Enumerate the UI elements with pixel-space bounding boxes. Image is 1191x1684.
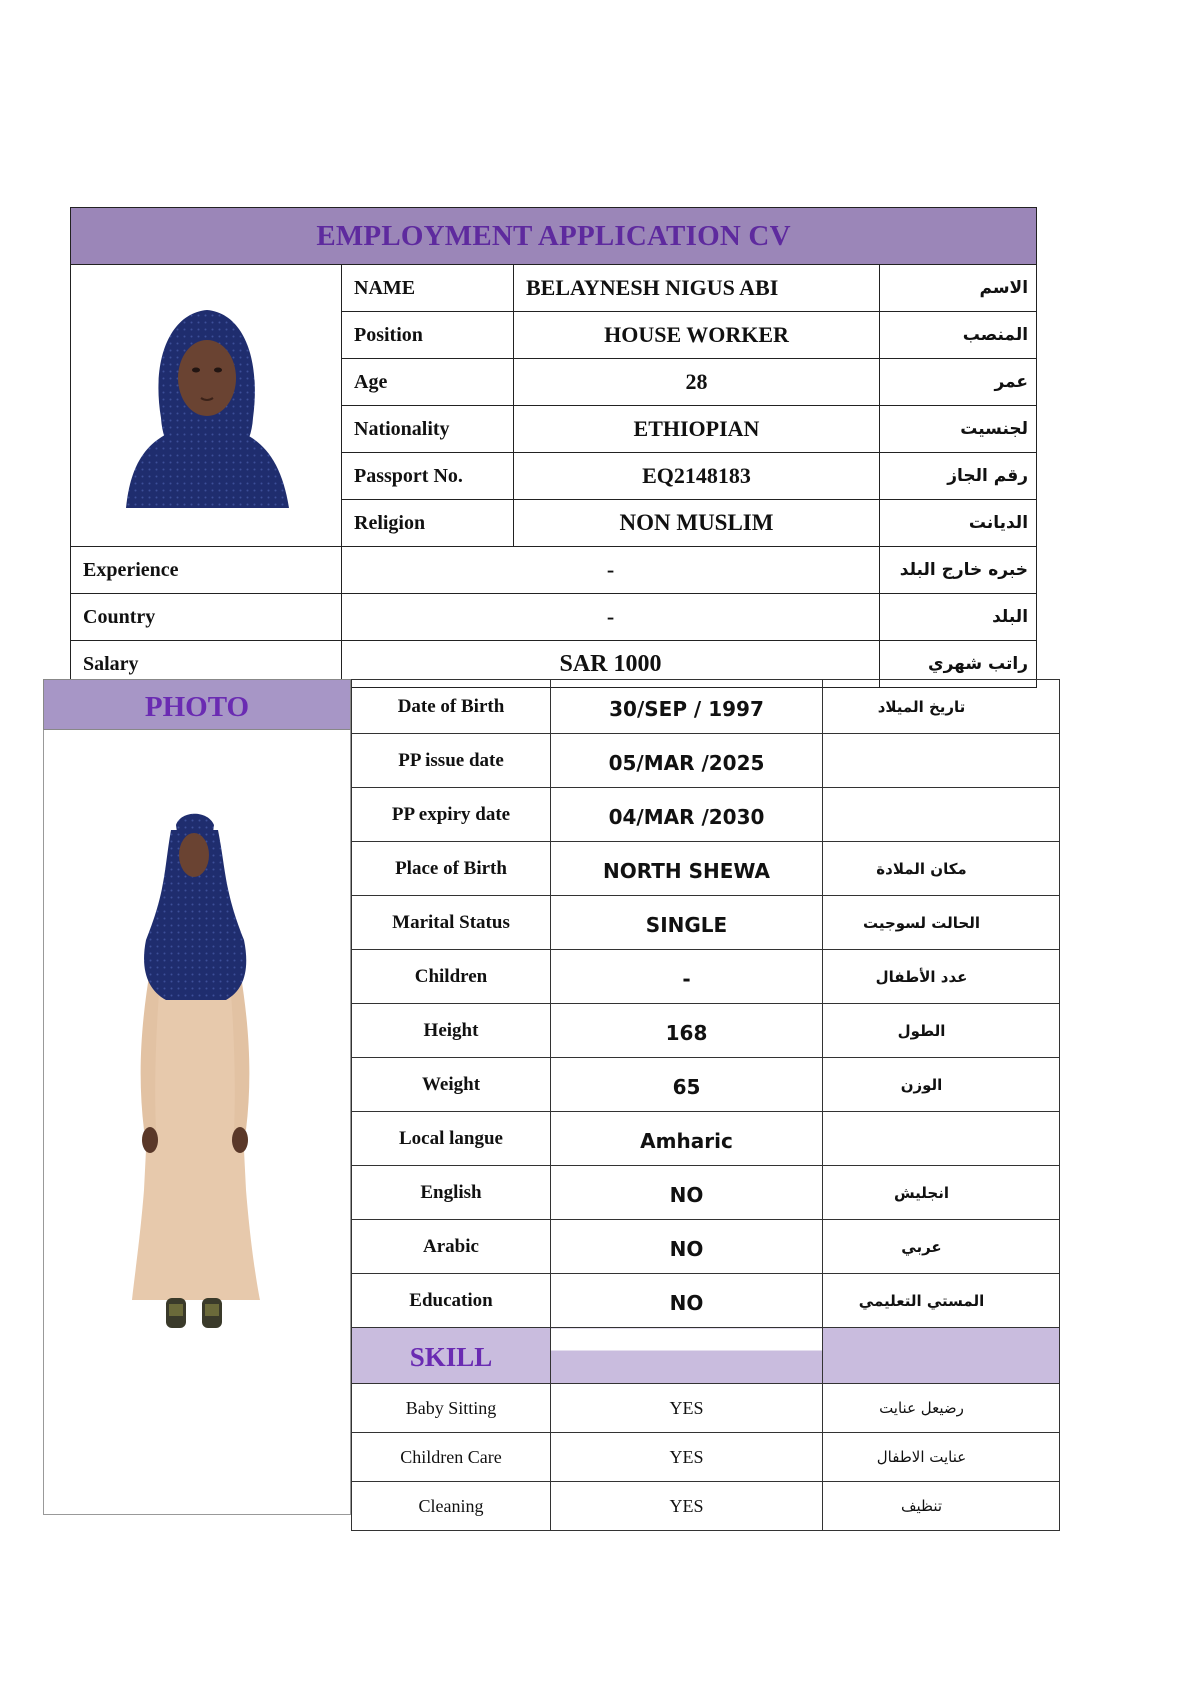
local-language-value: Amharic <box>551 1112 823 1166</box>
arabic-value: NO <box>551 1220 823 1274</box>
skill-header-mid <box>551 1328 823 1384</box>
skill-children-care-arabic: عنايت الاطفال <box>823 1433 1060 1482</box>
position-label: Position <box>342 312 514 359</box>
height-label: Height <box>352 1004 551 1058</box>
salary-value: SAR 1000 <box>342 641 880 688</box>
salary-label: Salary <box>71 641 342 688</box>
skill-children-care-value: YES <box>551 1433 823 1482</box>
local-language-label: Local langue <box>352 1112 551 1166</box>
skill-baby-sitting-value: YES <box>551 1384 823 1433</box>
full-photo-panel <box>43 679 351 1515</box>
marital-arabic: الحالت لسوجيت <box>823 896 1060 950</box>
cv-main-table <box>70 207 1037 688</box>
skill-baby-sitting-arabic: رضيعل عنايت <box>823 1384 1060 1433</box>
pp-expiry-arabic <box>823 788 1060 842</box>
experience-value: - <box>342 547 880 594</box>
pp-expiry-value: 04/MAR /2030 <box>551 788 823 842</box>
cv-title: EMPLOYMENT APPLICATION CV <box>71 208 1037 265</box>
experience-arabic: خبره خارج البلد <box>880 547 1037 594</box>
skill-header-right <box>823 1328 1060 1384</box>
passport-arabic: رقم الجاز <box>880 453 1037 500</box>
skill-cleaning-value: YES <box>551 1482 823 1531</box>
religion-arabic: الديانت <box>880 500 1037 547</box>
education-label: Education <box>352 1274 551 1328</box>
children-value: - <box>551 950 823 1004</box>
pp-expiry-label: PP expiry date <box>352 788 551 842</box>
education-arabic: المستي التعليمي <box>823 1274 1060 1328</box>
name-label: NAME <box>342 265 514 312</box>
pp-issue-value: 05/MAR /2025 <box>551 734 823 788</box>
marital-value: SINGLE <box>551 896 823 950</box>
nationality-arabic: لجنسيت <box>880 406 1037 453</box>
skill-children-care-label: Children Care <box>352 1433 551 1482</box>
birthplace-arabic: مكان الملادة <box>823 842 1060 896</box>
age-arabic: عمر <box>880 359 1037 406</box>
local-language-arabic <box>823 1112 1060 1166</box>
dob-value: 30/SEP / 1997 <box>551 680 823 734</box>
birthplace-value: NORTH SHEWA <box>551 842 823 896</box>
english-label: English <box>352 1166 551 1220</box>
position-arabic: المنصب <box>880 312 1037 359</box>
nationality-label: Nationality <box>342 406 514 453</box>
pp-issue-label: PP issue date <box>352 734 551 788</box>
weight-value: 65 <box>551 1058 823 1112</box>
details-table <box>351 679 1060 1531</box>
education-value: NO <box>551 1274 823 1328</box>
age-label: Age <box>342 359 514 406</box>
passport-value: EQ2148183 <box>514 453 880 500</box>
dob-label: Date of Birth <box>352 680 551 734</box>
birthplace-label: Place of Birth <box>352 842 551 896</box>
arabic-label: Arabic <box>352 1220 551 1274</box>
english-value: NO <box>551 1166 823 1220</box>
dob-arabic: تاريخ الميلاد <box>823 680 1060 734</box>
pp-issue-arabic <box>823 734 1060 788</box>
position-value: HOUSE WORKER <box>514 312 880 359</box>
skill-baby-sitting-label: Baby Sitting <box>352 1384 551 1433</box>
photo-section-title: PHOTO <box>43 679 351 730</box>
religion-value: NON MUSLIM <box>514 500 880 547</box>
children-arabic: عدد الأطفال <box>823 950 1060 1004</box>
salary-arabic: راتب شهري <box>880 641 1037 688</box>
country-value: - <box>342 594 880 641</box>
arabic-arabic: عربي <box>823 1220 1060 1274</box>
religion-label: Religion <box>342 500 514 547</box>
weight-label: Weight <box>352 1058 551 1112</box>
name-arabic: الاسم <box>880 265 1037 312</box>
marital-label: Marital Status <box>352 896 551 950</box>
experience-label: Experience <box>71 547 342 594</box>
children-label: Children <box>352 950 551 1004</box>
portrait-photo <box>111 298 301 508</box>
skill-cleaning-label: Cleaning <box>352 1482 551 1531</box>
age-value: 28 <box>514 359 880 406</box>
country-arabic: البلد <box>880 594 1037 641</box>
name-value: BELAYNESH NIGUS ABI <box>514 265 880 312</box>
nationality-value: ETHIOPIAN <box>514 406 880 453</box>
country-label: Country <box>71 594 342 641</box>
passport-label: Passport No. <box>342 453 514 500</box>
skill-title: SKILL <box>352 1328 551 1384</box>
portrait-cell <box>71 265 342 547</box>
english-arabic: انجليش <box>823 1166 1060 1220</box>
weight-arabic: الوزن <box>823 1058 1060 1112</box>
height-arabic: الطول <box>823 1004 1060 1058</box>
height-value: 168 <box>551 1004 823 1058</box>
skill-cleaning-arabic: تنظيف <box>823 1482 1060 1531</box>
full-body-photo <box>126 810 266 1330</box>
